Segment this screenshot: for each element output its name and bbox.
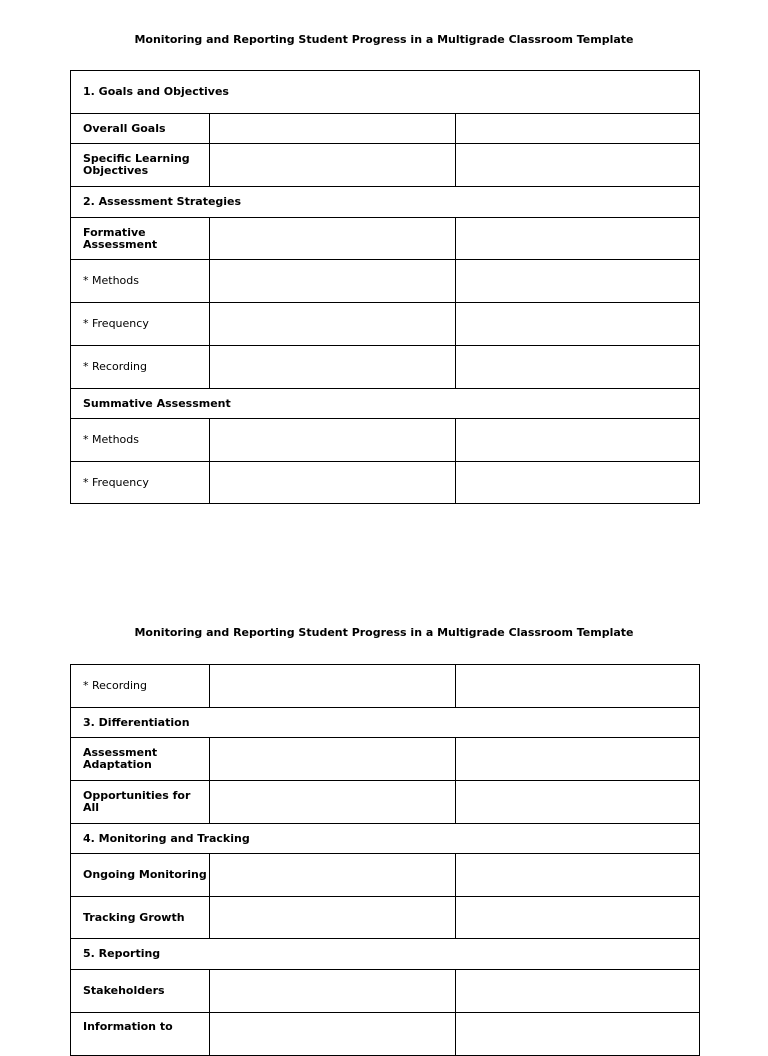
entry-cell[interactable]	[456, 260, 700, 303]
entry-cell[interactable]	[456, 970, 700, 1013]
table-row	[71, 1013, 700, 1056]
entry-cell[interactable]	[456, 346, 700, 389]
page-title: Monitoring and Reporting Student Progress in a Multigrade Classroom Template	[134, 626, 634, 639]
entry-cell[interactable]	[210, 346, 456, 389]
entry-cell[interactable]	[456, 144, 700, 187]
table-row	[71, 389, 700, 419]
row-label-frequency: * Frequency	[71, 462, 210, 504]
table-row	[71, 708, 700, 738]
table-row	[71, 419, 700, 462]
section-heading-summative: Summative Assessment	[71, 389, 700, 419]
entry-cell[interactable]	[456, 738, 700, 781]
row-label-recording: * Recording	[71, 346, 210, 389]
entry-cell[interactable]	[210, 144, 456, 187]
table-row	[71, 781, 700, 824]
entry-cell[interactable]	[456, 303, 700, 346]
table-row	[71, 824, 700, 854]
table-row	[71, 897, 700, 939]
entry-cell[interactable]	[210, 854, 456, 897]
entry-cell[interactable]	[456, 462, 700, 504]
entry-cell[interactable]	[210, 738, 456, 781]
row-label-frequency: * Frequency	[71, 303, 210, 346]
entry-cell[interactable]	[210, 970, 456, 1013]
table-row	[71, 187, 700, 218]
entry-cell[interactable]	[456, 218, 700, 260]
row-label-stakeholders: Stakeholders	[71, 970, 210, 1013]
table-row	[71, 346, 700, 389]
table-row	[71, 260, 700, 303]
row-label-specific-objectives: Specific Learning Objectives	[71, 144, 210, 187]
section-heading-reporting: 5. Reporting	[71, 939, 700, 970]
row-label-tracking-growth: Tracking Growth	[71, 897, 210, 939]
row-label-recording: * Recording	[71, 665, 210, 708]
entry-cell[interactable]	[456, 854, 700, 897]
table-row	[71, 939, 700, 970]
entry-cell[interactable]	[210, 303, 456, 346]
section-heading-monitoring: 4. Monitoring and Tracking	[71, 824, 700, 854]
entry-cell[interactable]	[210, 781, 456, 824]
row-label-overall-goals: Overall Goals	[71, 114, 210, 144]
entry-cell[interactable]	[210, 218, 456, 260]
row-label-methods: * Methods	[71, 260, 210, 303]
entry-cell[interactable]	[210, 1013, 456, 1056]
row-label-assessment-adaptation: Assessment Adaptation	[71, 738, 210, 781]
row-label-formative-assessment: Formative Assessment	[71, 218, 210, 260]
template-table-page-1	[70, 70, 700, 504]
entry-cell[interactable]	[456, 419, 700, 462]
entry-cell[interactable]	[210, 665, 456, 708]
table-row	[71, 144, 700, 187]
entry-cell[interactable]	[456, 897, 700, 939]
entry-cell[interactable]	[456, 1013, 700, 1056]
section-heading-assessment: 2. Assessment Strategies	[71, 187, 700, 218]
table-row	[71, 462, 700, 504]
entry-cell[interactable]	[456, 665, 700, 708]
entry-cell[interactable]	[210, 114, 456, 144]
table-row	[71, 71, 700, 114]
entry-cell[interactable]	[210, 462, 456, 504]
section-heading-goals: 1. Goals and Objectives	[71, 71, 700, 114]
table-row	[71, 970, 700, 1013]
entry-cell[interactable]	[210, 419, 456, 462]
entry-cell[interactable]	[456, 781, 700, 824]
table-row	[71, 218, 700, 260]
page-title: Monitoring and Reporting Student Progress in a Multigrade Classroom Template	[134, 33, 634, 46]
row-label-methods: * Methods	[71, 419, 210, 462]
row-label-opportunities: Opportunities for All	[71, 781, 210, 824]
entry-cell[interactable]	[456, 114, 700, 144]
row-label-ongoing-monitoring: Ongoing Monitoring	[71, 854, 210, 897]
entry-cell[interactable]	[210, 260, 456, 303]
template-table-page-2	[70, 664, 700, 1056]
table-row	[71, 114, 700, 144]
table-row	[71, 303, 700, 346]
entry-cell[interactable]	[210, 897, 456, 939]
table-row	[71, 854, 700, 897]
row-label-information: Information to	[71, 1013, 210, 1056]
table-row	[71, 665, 700, 708]
table-row	[71, 738, 700, 781]
section-heading-differentiation: 3. Differentiation	[71, 708, 700, 738]
